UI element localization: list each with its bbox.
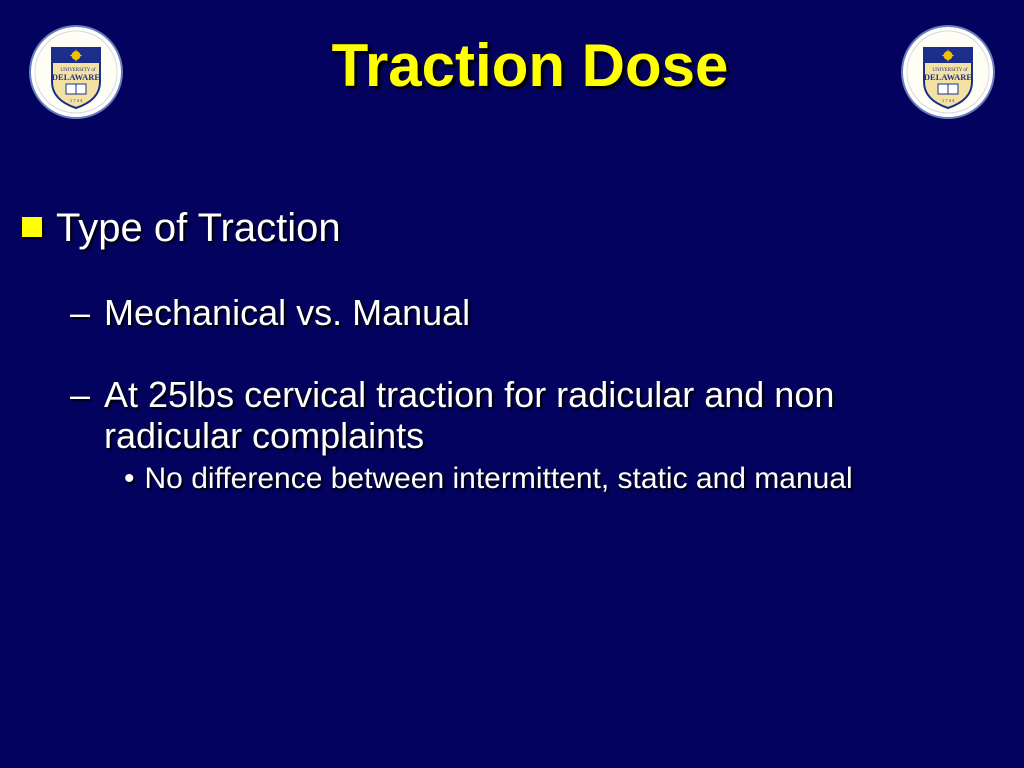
bullet-text: Mechanical vs. Manual	[104, 292, 471, 333]
university-seal-left-icon	[28, 24, 124, 120]
svg-text:UNIVERSITY of: UNIVERSITY of	[932, 68, 968, 73]
svg-text:1 7 4 3: 1 7 4 3	[941, 98, 955, 103]
bullet-item-level3	[124, 460, 853, 498]
bullet-text: Type of Traction	[56, 206, 341, 250]
svg-text:UNIVERSITY of: UNIVERSITY of	[60, 68, 96, 73]
svg-text:DELAWARE: DELAWARE	[923, 72, 973, 82]
bullet-text: At 25lbs cervical traction for radicular and non radicular complaints	[104, 374, 835, 456]
dot-marker: •	[124, 462, 135, 495]
bullet-text: No difference between intermittent, static and manual	[144, 462, 853, 495]
bullet-item-level2	[70, 374, 970, 456]
svg-text:DELAWARE: DELAWARE	[51, 72, 101, 82]
bullet-item-level1	[22, 202, 341, 254]
slide-title: Traction Dose	[331, 32, 729, 99]
bullet-item-level2	[70, 292, 970, 333]
svg-text:1 7 4 3: 1 7 4 3	[69, 98, 83, 103]
university-seal-right-icon	[900, 24, 996, 120]
dash-marker: –	[70, 292, 91, 333]
dash-marker: –	[70, 374, 91, 415]
square-bullet-icon	[22, 217, 42, 237]
